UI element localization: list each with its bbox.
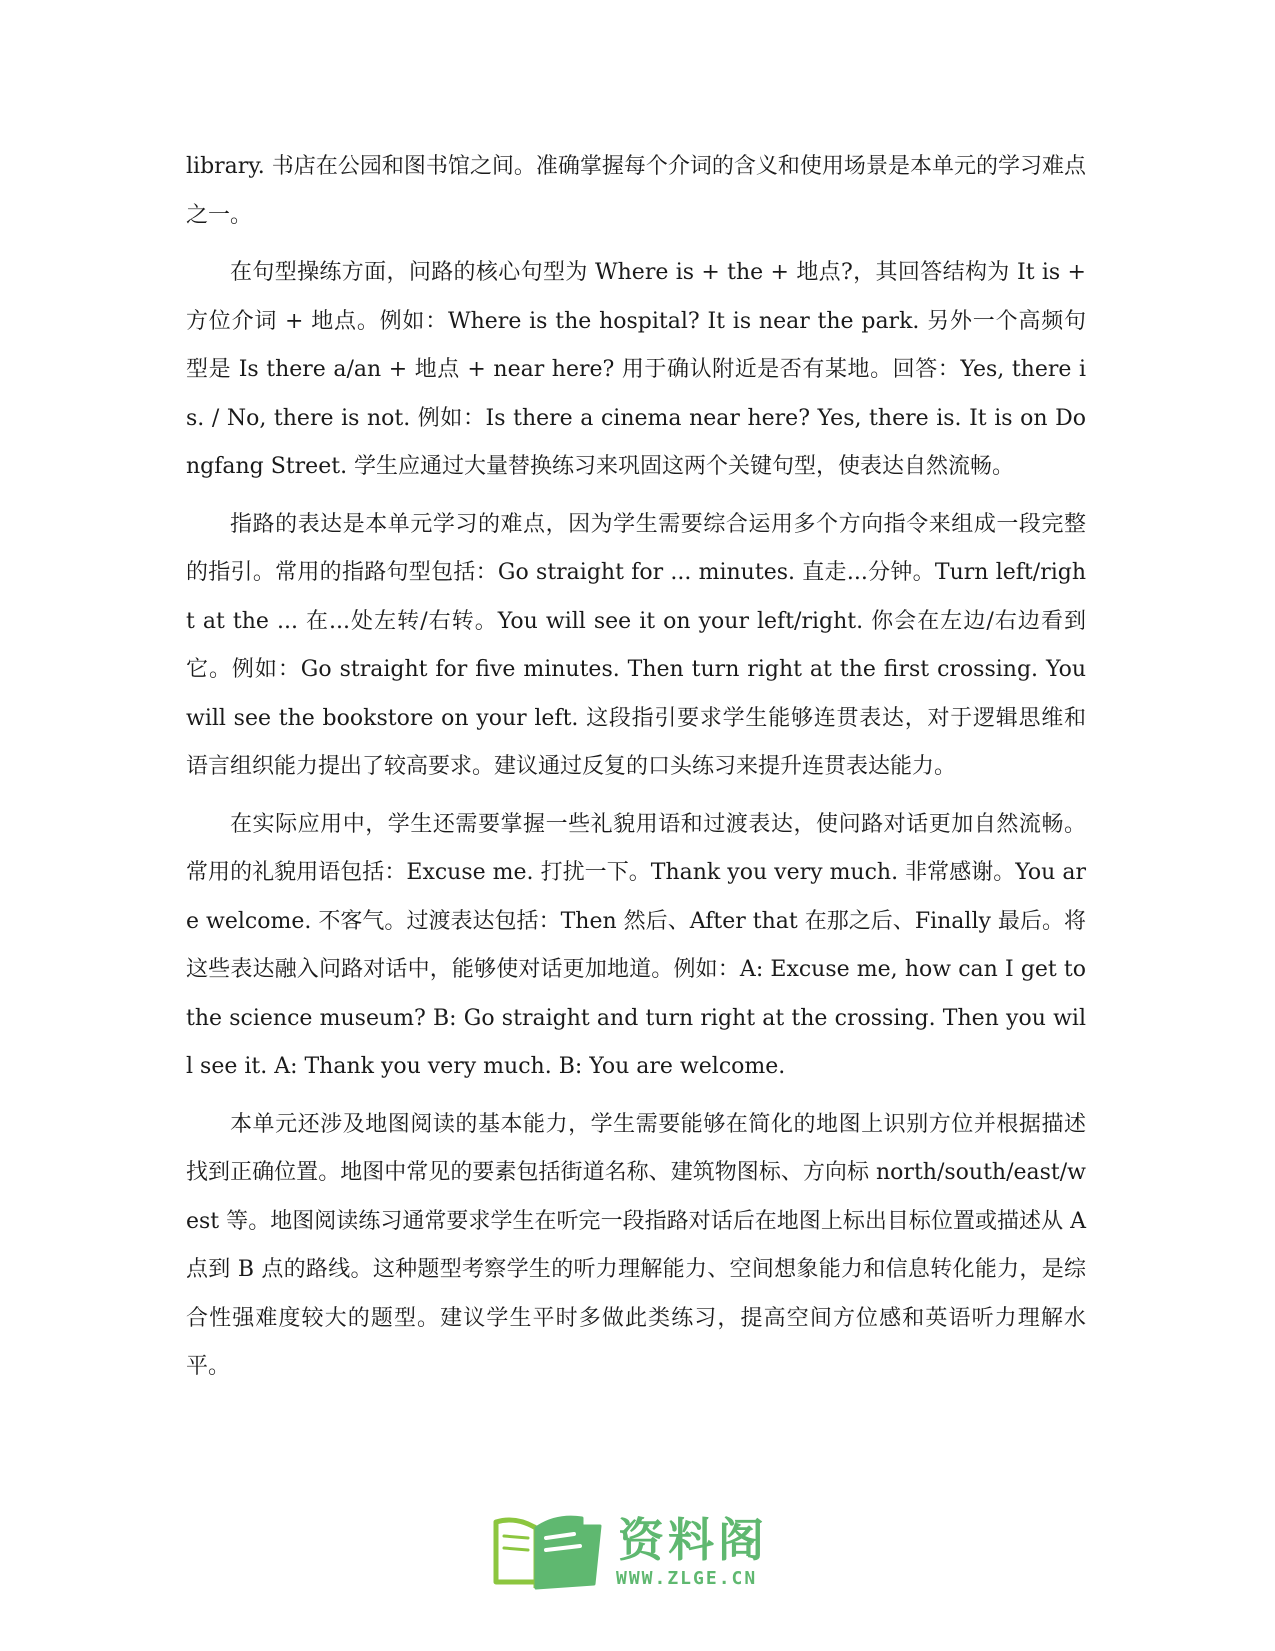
- watermark-logo: [490, 1500, 790, 1600]
- open-book-folder-icon: [490, 1502, 610, 1592]
- paragraph-sentence-patterns: 在句型操练方面，问路的核心句型为 Where is + the + 地点?，其回答结构为 It is + 方位介词 + 地点。例如：Where is the hospital? It is near the park. 另外一个高频句型是 Is there a/an + 地点 + near here? 用于确认附近是否有某地。回答：Yes, there is. / No, there is not. 例如：Is there a cinema near here? Yes, there is. It is on Dongfang Street. 学生应通过大量替换练习来巩固这两个关键句型，使表达自然流畅。: [186, 260, 1086, 479]
- paragraph-polite-expressions: 在实际应用中，学生还需要掌握一些礼貌用语和过渡表达，使问路对话更加自然流畅。常用的礼貌用语包括：Excuse me. 打扰一下。Thank you very much. 非常感谢。You are welcome. 不客气。过渡表达包括：Then 然后、After that 在那之后、Finally 最后。将这些表达融入问路对话中，能够使对话更加地道。例如：A: Excuse me, how can I get to the science museum? B: Go straight and turn right at the crossing. Then you will see it. A: Thank you very much. B: You are welcome.: [186, 811, 1086, 1079]
- document-body: [186, 143, 1086, 1392]
- watermark-url: WWW.ZLGE.CN: [616, 1568, 758, 1589]
- paragraph-continuation: library. 书店在公园和图书馆之间。准确掌握每个介词的含义和使用场景是本单元的学习难点之一。: [186, 154, 1086, 228]
- paragraph-giving-directions: 指路的表达是本单元学习的难点，因为学生需要综合运用多个方向指令来组成一段完整的指引。常用的指路句型包括：Go straight for ... minutes. 直走...分钟。Turn left/right at the ... 在...处左转/右转。You will see it on your left/right. 你会在左边/右边看到它。例如：Go straight for five minutes. Then turn right at the first crossing. You will see the bookstore on your left. 这段指引要求学生能够连贯表达，对于逻辑思维和语言组织能力提出了较高要求。建议通过反复的口头练习来提升连贯表达能力。: [186, 511, 1086, 779]
- paragraph-map-reading: 本单元还涉及地图阅读的基本能力，学生需要能够在简化的地图上识别方位并根据描述找到正确位置。地图中常见的要素包括街道名称、建筑物图标、方向标 north/south/east/west 等。地图阅读练习通常要求学生在听完一段指路对话后在地图上标出目标位置或描述从 A 点到 B 点的路线。这种题型考察学生的听力理解能力、空间想象能力和信息转化能力，是综合性强难度较大的题型。建议学生平时多做此类练习，提高空间方位感和英语听力理解水平。: [186, 1111, 1086, 1379]
- watermark-name: 资料阁: [618, 1513, 768, 1567]
